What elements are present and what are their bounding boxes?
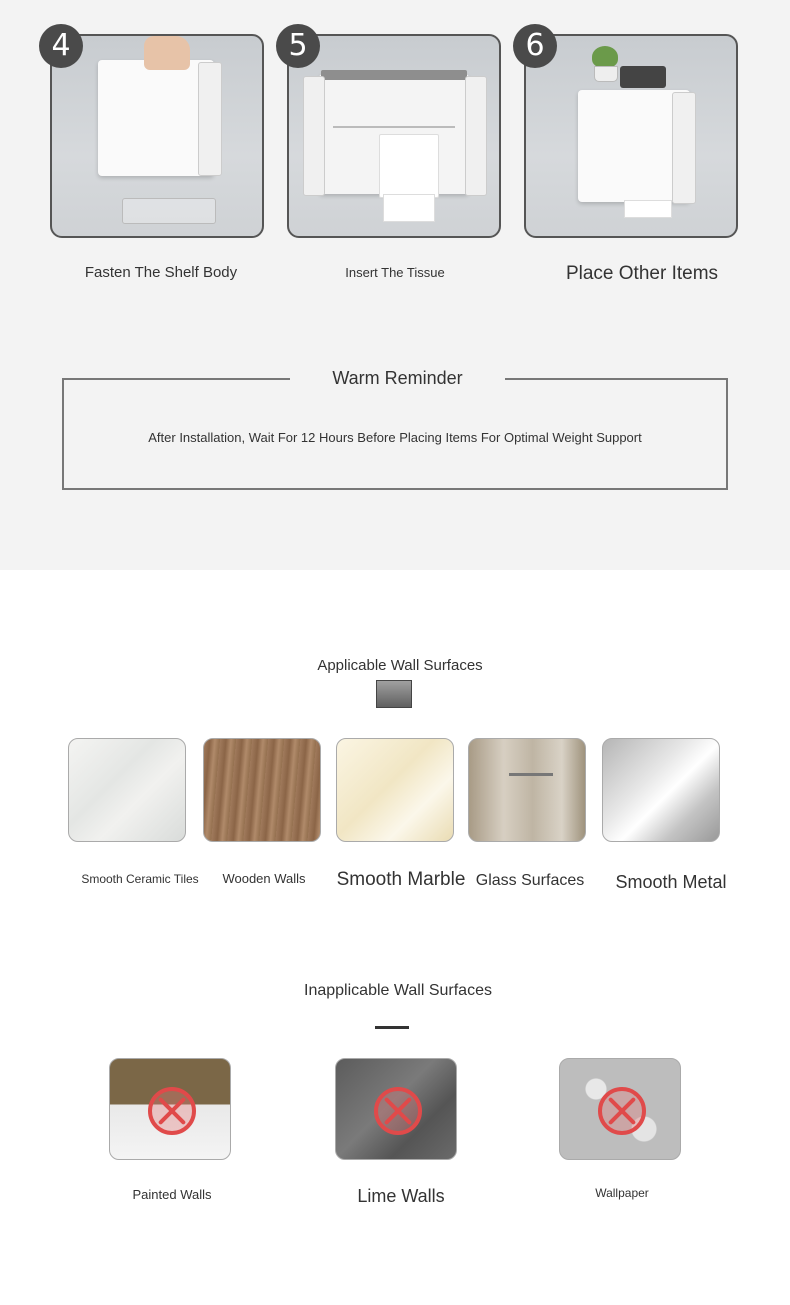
prohibited-icon (374, 1087, 422, 1135)
step-badge-6: 6 (513, 24, 557, 68)
open-right-door (465, 76, 487, 196)
inner-shelf (333, 126, 455, 128)
glass-surface-swatch (468, 738, 586, 842)
tissue-sheet-out (624, 200, 672, 218)
closed-side-door (672, 92, 696, 204)
device-on-shelf (620, 66, 666, 88)
tissue-sheet (383, 194, 435, 222)
inapplicable-title: Inapplicable Wall Surfaces (304, 982, 492, 999)
label-lime-walls: Lime Walls (357, 1186, 445, 1206)
step-5-image (287, 34, 501, 238)
wooden-wall-swatch (203, 738, 321, 842)
step-caption-4: Fasten The Shelf Body (84, 264, 238, 281)
tissue-roll (379, 134, 439, 198)
wall-mount-plate (122, 198, 216, 224)
label-glass-surfaces: Glass Surfaces (475, 872, 585, 889)
ceramic-tile-swatch (68, 738, 186, 842)
marble-swatch (336, 738, 454, 842)
shelf-top-lid (321, 70, 467, 80)
step-badge-4: 4 (39, 24, 83, 68)
metal-swatch (602, 738, 720, 842)
label-wallpaper: Wallpaper (595, 1186, 649, 1200)
step-4-image (50, 34, 264, 238)
label-wooden-walls: Wooden Walls (222, 871, 306, 886)
plant-icon (592, 46, 618, 68)
prohibited-icon (598, 1087, 646, 1135)
label-smooth-marble: Smooth Marble (336, 869, 466, 890)
shelf-side-door (198, 62, 222, 176)
glass-door-handle (509, 773, 553, 776)
painted-wall-swatch (109, 1058, 231, 1160)
shelf-body (98, 60, 214, 176)
inapplicable-underline (375, 1026, 409, 1029)
step-caption-5: Insert The Tissue (345, 265, 445, 280)
step-badge-5: 5 (276, 24, 320, 68)
label-smooth-metal: Smooth Metal (615, 872, 727, 892)
applicable-title: Applicable Wall Surfaces (317, 657, 483, 674)
reminder-text: After Installation, Wait For 12 Hours Before Placing Items For Optimal Weight Support (148, 430, 642, 445)
step-6-image (524, 34, 738, 238)
lime-wall-swatch (335, 1058, 457, 1160)
prohibited-icon (148, 1087, 196, 1135)
hand-shape (144, 36, 190, 70)
open-left-door (303, 76, 325, 196)
wallpaper-swatch (559, 1058, 681, 1160)
plant-pot (594, 66, 618, 82)
applicable-title-icon (376, 680, 412, 708)
label-painted-walls: Painted Walls (132, 1187, 212, 1202)
label-ceramic-tiles: Smooth Ceramic Tiles (81, 872, 199, 886)
step-caption-6: Place Other Items (565, 263, 719, 284)
reminder-title: Warm Reminder (332, 368, 463, 388)
